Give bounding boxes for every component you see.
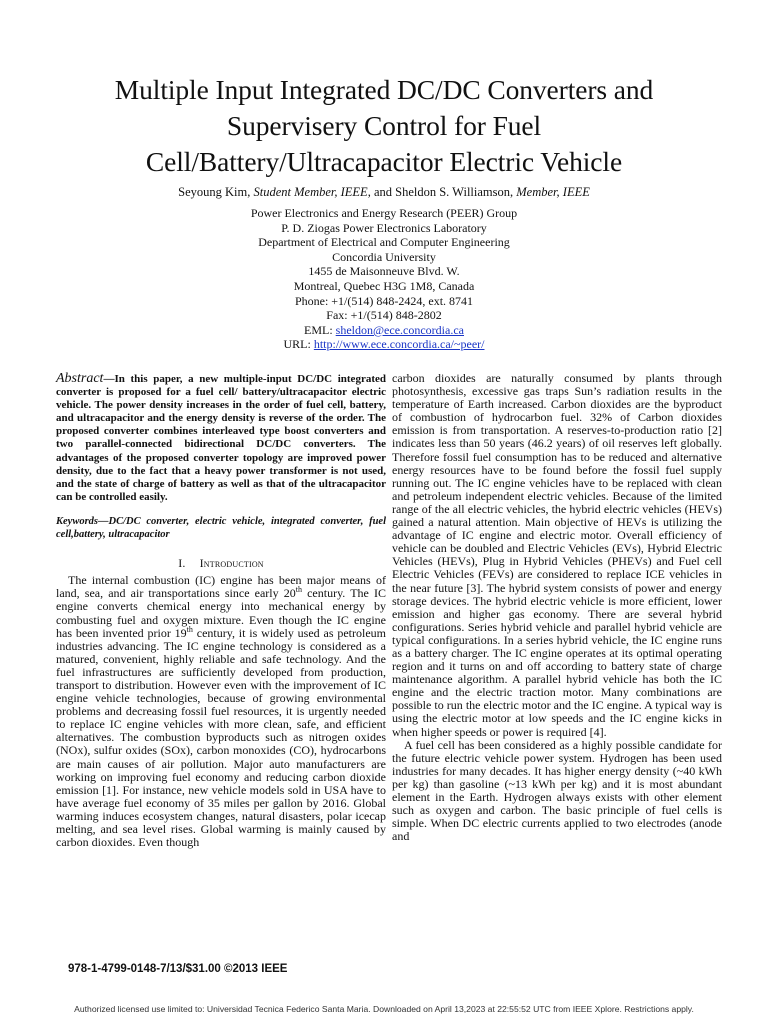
title-line-3: Cell/Battery/Ultracapacitor Electric Vehicle [145, 146, 623, 177]
email-link[interactable]: sheldon@ece.concordia.ca [335, 322, 464, 337]
intro-text-a: The internal combustion (IC) engine has been major means of land, sea, and air transportations since early 20 [56, 573, 386, 601]
section-number: I. [178, 556, 186, 571]
author-1: Seyoung Kim, [178, 185, 254, 199]
abstract-label: Abstract [56, 371, 104, 386]
affiliation-line: P. D. Ziogas Power Electronics Laboratory [281, 220, 487, 235]
title-line-2: Supervisery Control for Fuel [226, 110, 542, 141]
paper-title [40, 72, 728, 180]
intro-text-b: century. The IC engine converts chemical energy into mechanical energy by combusting fuel and oxygen mixture. Even though the IC engine has been invented prior 19 [56, 586, 386, 640]
keywords: Keywords—DC/DC converter, electric vehicle, integrated converter, fuel cell,battery, ultracapacitor [56, 515, 386, 540]
author-1-role: Student Member, IEEE [253, 185, 368, 199]
affiliation-line: 1455 de Maisonneuve Blvd. W. [308, 264, 460, 279]
url-line [40, 337, 728, 352]
superscript-th: th [295, 585, 302, 595]
email-line [40, 323, 728, 338]
abstract-dash: — [103, 373, 115, 385]
right-column [392, 372, 722, 843]
author-2-role: Member, IEEE [516, 185, 590, 199]
abstract [56, 372, 386, 504]
intro-paragraph-1 [56, 574, 386, 849]
affiliation-line: Phone: +1/(514) 848-2424, ext. 8741 [294, 293, 474, 308]
email-label: EML: [304, 322, 336, 337]
superscript-th: th [186, 624, 193, 634]
abstract-text: In this paper, a new multiple-input DC/DC integrated converter is proposed for a fuel cell/ battery/ultracapacitor electric vehicle. The power density increases in the order of fuel cell, battery, and ultracapacitor and the energy density is reverse of the order. The proposed converter combines interleaved type boost converters and two parallel-connected bidirectional DC/DC converters. The advantages of the proposed converter topology are improved power density, due to the fact that a heavy power transformer is not used, and the state of charge of battery as well as that of the ultracapacitor can be controlled easily. [56, 373, 386, 503]
url-label: URL: [283, 337, 314, 352]
affiliation-block [40, 206, 728, 352]
intro-paragraph-3: A fuel cell has been considered as a highly possible candidate for the future electric vehicle power system. Hydrogen has been used industries for many decades. It has higher energy density (~40 kWh per kg) than gasoline (~13 kWh per kg) and it is most abundant element in the Earth. Hydrogen always exists with other element such as oxygen and carbon. The basic principle of fuel cells is simple. When DC electric currents applied to two electrodes (anode and [392, 737, 722, 844]
left-column [56, 372, 386, 849]
author-connector: , and Sheldon S. Williamson, [367, 185, 517, 199]
url-link[interactable]: http://www.ece.concordia.ca/~peer/ [313, 337, 485, 352]
license-notice: Authorized licensed use limited to: Universidad Tecnica Federico Santa Maria. Downloaded on April 13,2023 at 22:55:52 UTC from IEEE Xplore. Restrictions apply. [74, 1004, 694, 1014]
section-title: Introduction [199, 556, 264, 571]
affiliation-line: Department of Electrical and Computer Engineering [258, 235, 510, 250]
intro-text-c: century, it is widely used as petroleum industries advancing. The IC engine technology is considered as a matured, convenient, highly reliable and safe technology. And the fuel infrastructures are sufficiently developed from production, transport to distribution. However even with the improvement of IC engine vehicle technologies, because of growing environmental problems and decreasing fossil fuel resources, it is urgently needed to replace IC engine vehicles with more clean, safe, and efficient alternatives. The combustion byproducts such as nitrogen oxides (NOx), sulfur oxides (SOx), carbon monoxides (CO), hydrocarbons are main causes of air pollution. Major auto manufacturers are working on improving fuel economy and reducing carbon dioxide emission [1]. For instance, new vehicle models sold in USA have to have average fuel economy of 35 miles per gallon by 2016. Global warming induces ecosystem changes, natural disasters, polar icecap melting, and sea level rises. Global warming is mainly caused by carbon dioxides. Even though [56, 625, 386, 850]
title-line-1: Multiple Input Integrated DC/DC Converters and [114, 74, 654, 105]
affiliation-line: Concordia University [332, 249, 436, 264]
section-heading [56, 557, 386, 570]
affiliation-line: Montreal, Quebec H3G 1M8, Canada [293, 278, 475, 293]
intro-paragraph-2: carbon dioxides are naturally consumed by plants through photosynthesis, excessive gas traps Sun’s radiation results in the temperature of Earth increased. Carbon dioxides are the byproduct of combustion of hydrocarbon fuel. 32% of Carbon dioxides emission is from transportation. A reserves-to-production ratio [2] indicates less than 50 years (46.2 years) of oil reserves left globally. Therefore fossil fuel consumption has to be reduced and alternative energy resources have to be found before the fossil fuel supply running out. The IC engine vehicles have to be replaced with clean and petroleum independent electric vehicles. Because of the limited range of the all electric vehicles, the hybrid electric vehicles (HEVs) gained a natural attention. Main objective of HEVs is utilizing the advantage of IC engine and electric motor. Overall efficiency of vehicle can be doubled and Electric Vehicles (EVs), Hybrid Electric Vehicles (HEVs), Plug in Hybrid Vehicles (PHEVs) and Fuel cell Electric Vehicles (FEVs) are considered to replace ICE vehicles in the near future [3]. The hybrid system consists of power and energy storage devices. The hybrid electric vehicle is more efficient, lower emission and higher gas economy. There are several hybrid configurations. Series hybrid vehicle and parallel hybrid vehicle are typical configurations. In a series hybrid vehicle, the IC engine runs as a battery charger. The IC engine operates at its optimal operating region and it turns on and off according to battery state of charge maintenance algorithm. A parallel hybrid vehicle has both the IC engine and the electric traction motor. Many combinations are possible to run the electric motor and the IC engine. A typical way is using the electric motor at low speeds and the IC engine kicks in when higher speeds or power is required [4]. [392, 371, 722, 739]
affiliation-line: Power Electronics and Energy Research (PEER) Group [250, 206, 518, 220]
author-line [40, 184, 728, 200]
isbn-footer: 978-1-4799-0148-7/13/$31.00 ©2013 IEEE [68, 963, 288, 975]
affiliation-line: Fax: +1/(514) 848-2802 [326, 308, 442, 323]
